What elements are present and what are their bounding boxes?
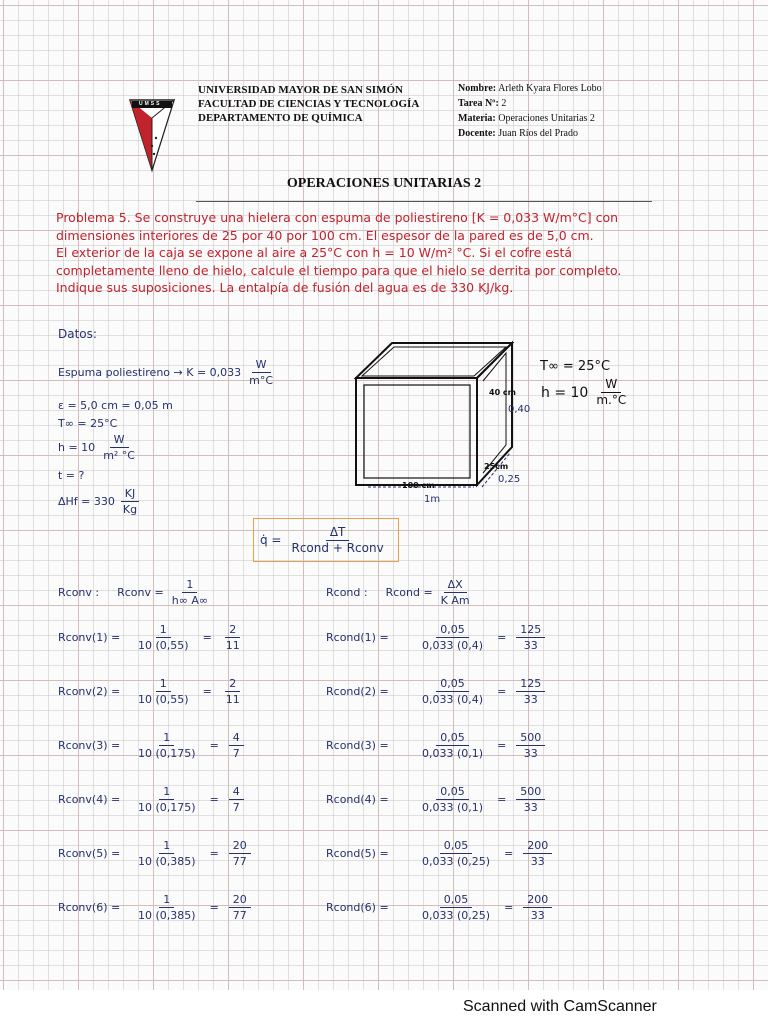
rconv-row-expr-num: 1: [156, 676, 171, 692]
rconv-row-result-num: 4: [229, 730, 244, 746]
tarea-label: Tarea Nº:: [458, 98, 499, 109]
rcond-row: [326, 622, 545, 653]
enthalpy-unit: [119, 486, 141, 517]
rconv-row-expr-den: 10 (0,55): [138, 639, 189, 652]
rcond-row-expr-num: 0,05: [436, 622, 469, 638]
rcond-row-result-den: 33: [523, 693, 538, 706]
rconv-row-equals: =: [209, 847, 219, 860]
rcond-row-expr-fraction: [418, 730, 487, 761]
espuma-unit-num: W: [252, 357, 271, 373]
rconv-row-label: Rconv(4) =: [58, 793, 121, 806]
problem-line: dimensiones interiores de 25 por 40 por 100 cm. El espesor de la pared es de 5,0 cm.: [56, 227, 594, 243]
rconv-row-result-den: 11: [225, 639, 240, 652]
rcond-row-label: Rcond(1) =: [326, 631, 389, 644]
rconv-row-expr-fraction: [134, 622, 193, 653]
title-divider: [196, 201, 652, 202]
rcond-row-result-fraction: [516, 622, 545, 653]
rcond-def-label: Rcond :: [326, 586, 368, 599]
rcond-row-label: Rcond(2) =: [326, 685, 389, 698]
rcond-row-expr-den: 0,033 (0,4): [422, 639, 484, 652]
rcond-def-lhs: Rcond =: [385, 586, 433, 599]
rconv-row-result-num: 2: [225, 622, 240, 638]
formula-lhs: q̇ =: [260, 533, 282, 547]
rcond-row-equals: =: [504, 847, 514, 860]
dim-025: 0,25: [498, 474, 521, 485]
rconv-row-expr-den: 10 (0,175): [138, 747, 196, 760]
espuma-text: Espuma poliestireno → K = 0,033: [58, 366, 242, 379]
formula-den: Rcond + Rconv: [291, 540, 384, 555]
rcond-def-num: ΔX: [444, 577, 467, 593]
diagram-h-unit: [592, 377, 630, 408]
rcond-row-expr-den: 0,033 (0,1): [422, 747, 484, 760]
rcond-row: [326, 892, 552, 923]
rconv-row-equals: =: [202, 631, 212, 644]
tarea-value: 2: [501, 98, 507, 109]
rcond-row: [326, 676, 545, 707]
rcond-row: [326, 784, 545, 815]
h-unit: [99, 432, 139, 463]
rcond-row-result-num: 125: [516, 622, 545, 638]
problem-line: Indique sus suposiciones. La entalpía de fusión del agua es de 330 KJ/kg.: [56, 280, 514, 295]
rconv-row-expr-fraction: [134, 838, 200, 869]
rcond-row-result-num: 500: [516, 784, 545, 800]
institution-block: [198, 83, 419, 125]
rconv-row-label: Rconv(3) =: [58, 739, 121, 752]
enthalpy-unit-num: KJ: [121, 486, 139, 502]
problem-line: completamente lleno de hielo, calcule el tiempo para que el hielo se derrita por completo.: [56, 262, 622, 278]
rconv-row-expr-num: 1: [159, 892, 174, 908]
docente-label: Docente:: [458, 128, 496, 139]
rconv-row: [58, 838, 251, 869]
rcond-row-result-fraction: [516, 676, 545, 707]
diagram-h-text: h = 10: [541, 384, 589, 401]
rconv-row-result-num: 20: [229, 838, 251, 854]
datos-time: t = ?: [58, 469, 85, 482]
problem-statement: [56, 209, 621, 297]
espuma-unit: [245, 357, 277, 388]
h-unit-den: m² °C: [103, 449, 135, 462]
rcond-row-equals: =: [497, 685, 507, 698]
rconv-def-label: Rconv :: [58, 586, 100, 599]
page-title: OPERACIONES UNITARIAS 2: [286, 176, 482, 191]
rcond-row-result-num: 200: [523, 838, 552, 854]
rcond-row: [326, 838, 552, 869]
rconv-row-expr-num: 1: [159, 838, 174, 854]
rconv-row-result-den: 7: [232, 747, 240, 760]
rcond-row-result-fraction: [516, 784, 545, 815]
rconv-row-result-fraction: [222, 676, 244, 707]
rcond-row-label: Rcond(3) =: [326, 739, 389, 752]
rcond-row-result-fraction: [516, 730, 545, 761]
rconv-row-result-fraction: [222, 622, 244, 653]
rconv-row: [58, 892, 251, 923]
rconv-row-expr-fraction: [134, 676, 193, 707]
logo-text: UMSS: [139, 101, 162, 107]
dim-100cm: 100 cm: [402, 481, 435, 490]
rcond-row-result-num: 125: [516, 676, 545, 692]
university-name: UNIVERSIDAD MAYOR DE SAN SIMÓN: [198, 84, 403, 96]
formula-num: ΔT: [326, 525, 350, 541]
rconv-row-result-den: 11: [225, 693, 240, 706]
materia-value: Operaciones Unitarias 2: [498, 113, 595, 124]
docente-value: Juan Ríos del Prado: [498, 128, 578, 139]
rcond-definition: [326, 577, 474, 608]
rconv-definition: [58, 577, 212, 608]
rcond-row-expr-den: 0,033 (0,1): [422, 801, 484, 814]
datos-espuma: [58, 357, 277, 388]
rconv-row-result-den: 77: [232, 909, 247, 922]
problem-line: El exterior de la caja se expone al aire a 25°C con h = 10 W/m² °C. Si el cofre está: [56, 245, 573, 260]
heat-rate-formula: [253, 518, 399, 562]
rcond-row-expr-fraction: [418, 892, 494, 923]
rconv-row-equals: =: [209, 739, 219, 752]
rconv-row: [58, 622, 244, 653]
rconv-row: [58, 784, 244, 815]
rcond-row-expr-fraction: [418, 676, 487, 707]
materia-label: Materia:: [458, 113, 496, 124]
h-text: h = 10: [58, 441, 96, 454]
espuma-unit-den: m°C: [249, 374, 274, 387]
rconv-row-expr-num: 1: [159, 730, 174, 746]
rcond-row-expr-num: 0,05: [436, 784, 469, 800]
rcond-row-result-den: 33: [523, 747, 538, 760]
nombre-label: Nombre:: [458, 83, 497, 94]
rcond-row-equals: =: [497, 631, 507, 644]
rconv-row-expr-fraction: [134, 784, 200, 815]
dim-25cm: 25cm: [484, 462, 509, 471]
rcond-row-result-num: 500: [516, 730, 545, 746]
rconv-def-fraction: [168, 577, 212, 608]
rcond-row-equals: =: [504, 901, 514, 914]
rconv-row-expr-den: 10 (0,385): [138, 855, 196, 868]
dim-40cm: 40 cm: [489, 388, 516, 397]
datos-enthalpy: [58, 486, 141, 517]
datos-thickness: ε = 5,0 cm = 0,05 m: [58, 399, 173, 412]
dim-040: 0,40: [508, 404, 531, 415]
rconv-def-lhs: Rconv =: [117, 586, 164, 599]
rconv-def-den: h∞ A∞: [171, 594, 209, 607]
rconv-row-expr-den: 10 (0,55): [138, 693, 189, 706]
rconv-row-equals: =: [209, 901, 219, 914]
department-name: DEPARTAMENTO DE QUÍMICA: [198, 112, 363, 124]
rcond-row-expr-fraction: [418, 784, 487, 815]
rcond-row-equals: =: [497, 739, 507, 752]
rconv-row-expr-num: 1: [156, 622, 171, 638]
rconv-def-num: 1: [182, 577, 197, 593]
student-info: [458, 81, 602, 141]
rcond-row-expr-fraction: [418, 838, 494, 869]
rcond-def-den: K Am: [440, 594, 470, 607]
rconv-row-result-fraction: [229, 838, 251, 869]
rconv-row-label: Rconv(5) =: [58, 847, 121, 860]
rcond-row-expr-fraction: [418, 622, 487, 653]
rcond-row: [326, 730, 545, 761]
rconv-row-equals: =: [209, 793, 219, 806]
rcond-row-result-num: 200: [523, 892, 552, 908]
problem-line: Problema 5. Se construye una hielera con espuma de poliestireno [K = 0,033 W/m°C] con: [56, 210, 619, 225]
rcond-row-label: Rcond(6) =: [326, 901, 389, 914]
rconv-row-result-num: 2: [225, 676, 240, 692]
rcond-row-result-fraction: [523, 838, 552, 869]
diagram-h: [541, 377, 630, 408]
rcond-row-result-den: 33: [523, 639, 538, 652]
rconv-row-result-fraction: [229, 784, 244, 815]
diagram-h-unit-den: m.°C: [596, 393, 627, 407]
rcond-row-expr-den: 0,033 (0,25): [422, 909, 491, 922]
rconv-row-expr-fraction: [134, 730, 200, 761]
rconv-row-result-fraction: [229, 730, 244, 761]
rconv-row-expr-num: 1: [159, 784, 174, 800]
rconv-row-result-num: 4: [229, 784, 244, 800]
enthalpy-unit-den: Kg: [122, 503, 138, 516]
rcond-row-result-den: 33: [530, 855, 545, 868]
datos-title: Datos:: [58, 327, 97, 341]
rconv-row-label: Rconv(2) =: [58, 685, 121, 698]
rcond-row-expr-den: 0,033 (0,25): [422, 855, 491, 868]
rconv-row: [58, 730, 244, 761]
datos-temperature: T∞ = 25°C: [58, 417, 118, 430]
rcond-row-equals: =: [497, 793, 507, 806]
rconv-row-expr-fraction: [134, 892, 200, 923]
enthalpy-text: ΔHf = 330: [58, 495, 115, 508]
rconv-row-result-fraction: [229, 892, 251, 923]
rconv-row-equals: =: [202, 685, 212, 698]
rcond-row-expr-num: 0,05: [440, 838, 473, 854]
rconv-row-label: Rconv(6) =: [58, 901, 121, 914]
rcond-row-label: Rcond(4) =: [326, 793, 389, 806]
faculty-name: FACULTAD DE CIENCIAS Y TECNOLOGÍA: [198, 98, 420, 110]
rconv-row-result-num: 20: [229, 892, 251, 908]
dim-1m: 1m: [424, 494, 441, 505]
h-unit-num: W: [110, 432, 129, 448]
diagram-h-unit-num: W: [601, 377, 621, 393]
rconv-row-expr-den: 10 (0,385): [138, 909, 196, 922]
university-logo-icon: [128, 98, 176, 174]
rconv-row-result-den: 77: [232, 855, 247, 868]
nombre-value: Arleth Kyara Flores Lobo: [498, 83, 602, 94]
formula-fraction: [288, 525, 388, 556]
datos-h: [58, 432, 139, 463]
rcond-row-expr-num: 0,05: [440, 892, 473, 908]
rconv-row: [58, 676, 244, 707]
rcond-row-expr-den: 0,033 (0,4): [422, 693, 484, 706]
rcond-def-fraction: [437, 577, 474, 608]
diagram-temperature: T∞ = 25°C: [540, 359, 611, 374]
rcond-row-label: Rcond(5) =: [326, 847, 389, 860]
rconv-row-result-den: 7: [232, 801, 240, 814]
rcond-row-result-den: 33: [530, 909, 545, 922]
rcond-row-expr-num: 0,05: [436, 730, 469, 746]
rconv-row-expr-den: 10 (0,175): [138, 801, 196, 814]
rconv-row-label: Rconv(1) =: [58, 631, 121, 644]
rcond-row-expr-num: 0,05: [436, 676, 469, 692]
scanner-watermark: Scanned with CamScanner: [463, 998, 657, 1015]
rcond-row-result-fraction: [523, 892, 552, 923]
rcond-row-result-den: 33: [523, 801, 538, 814]
